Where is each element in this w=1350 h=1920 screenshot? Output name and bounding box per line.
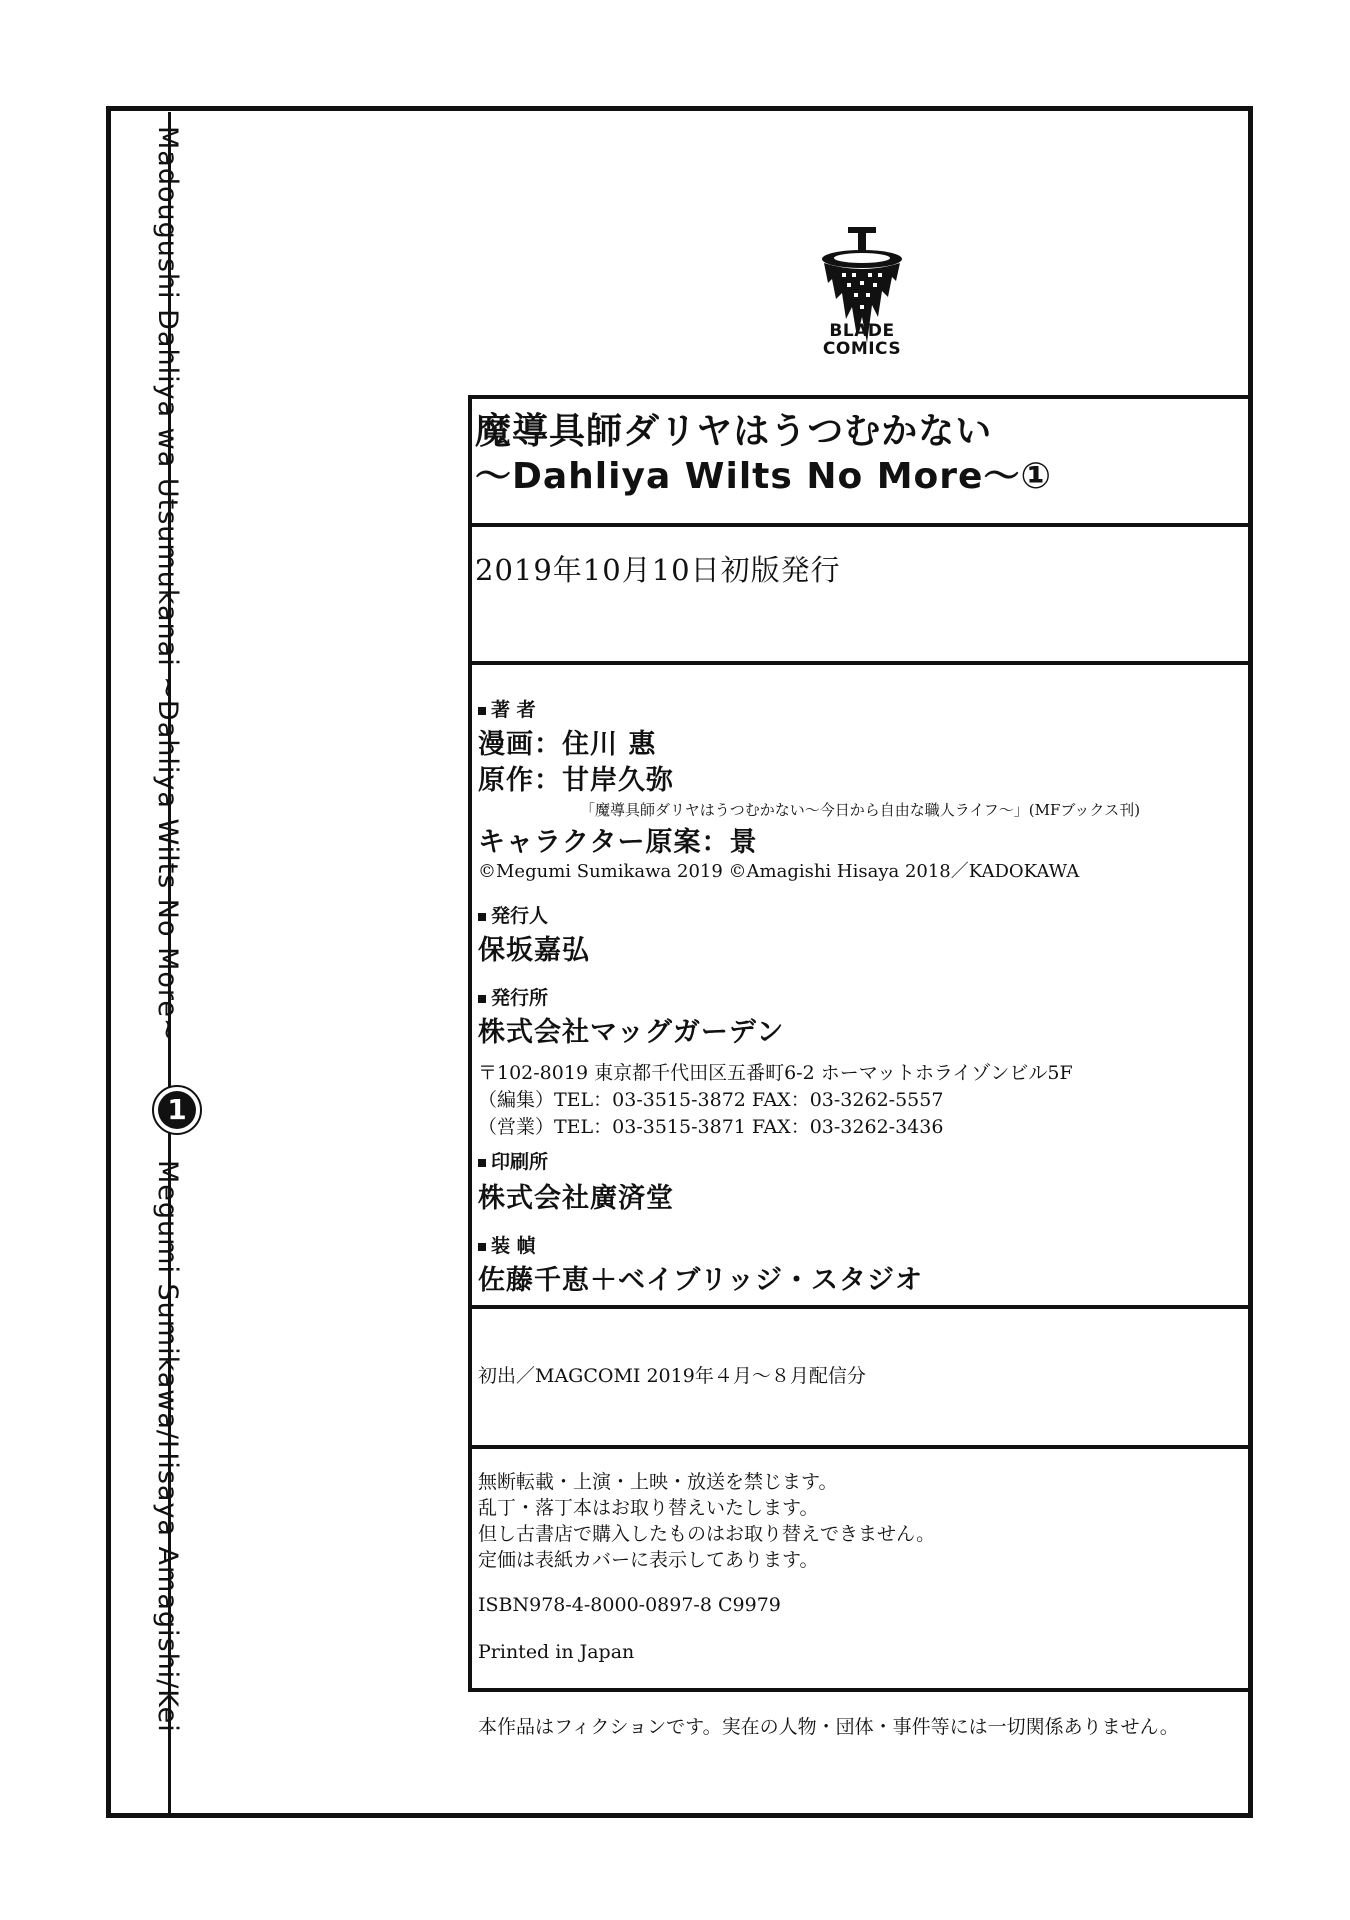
isbn: ISBN978-4-8000-0897-8 C9979 <box>478 1594 781 1616</box>
bullet-square-icon <box>478 1159 486 1167</box>
book-title-english: 〜Dahliya Wilts No More〜① <box>475 456 1052 497</box>
spine-title: Madougushi Dahliya wa Utsumukanai ~Dahliya Wilts No More~ <box>152 126 183 1042</box>
authors-heading: 著 者 <box>478 695 536 722</box>
logo-text-comics: COMICS <box>822 339 902 359</box>
designer-name: 佐藤千恵＋ベイブリッジ・スタジオ <box>478 1265 924 1296</box>
manga-artist: 漫画：住川 惠 <box>478 729 657 760</box>
sales-contact: （営業）TEL：03-3515-3871 FAX：03-3262-3436 <box>478 1116 944 1138</box>
editorial-contact: （編集）TEL：03-3515-3872 FAX：03-3262-5557 <box>478 1089 944 1111</box>
bullet-square-icon <box>478 913 486 921</box>
bullet-square-icon <box>478 1243 486 1251</box>
book-title-japanese: 魔導具師ダリヤはうつむかない <box>475 411 993 452</box>
fiction-disclaimer: 本作品はフィクションです。実在の人物・団体・事件等には一切関係ありません。 <box>478 1716 1179 1738</box>
volume-number: 1 <box>158 1091 196 1129</box>
notice-line: 乱丁・落丁本はお取り替えいたします。 <box>478 1497 819 1519</box>
printer-name: 株式会社廣済堂 <box>478 1183 674 1214</box>
volume-circle <box>152 1085 202 1135</box>
printed-in: Printed in Japan <box>478 1641 635 1663</box>
copyright-line: ©Megumi Sumikawa 2019 ©Amagishi Hisaya 2018／KADOKAWA <box>478 861 1080 882</box>
design-heading: 装 幀 <box>478 1231 536 1258</box>
notice-line: 無断転載・上演・上映・放送を禁じます。 <box>478 1471 838 1493</box>
printer-heading: 印刷所 <box>478 1147 548 1174</box>
notice-line: 定価は表紙カバーに表示してあります。 <box>478 1549 819 1571</box>
publisher-heading: 発行所 <box>478 983 548 1010</box>
publisher-address: 〒102-8019 東京都千代田区五番町6-2 ホーマットホライゾンビル5F <box>478 1062 1073 1084</box>
panel-left-border <box>468 395 472 1692</box>
original-author: 原作：甘岸久弥 <box>478 765 674 796</box>
section-divider <box>468 1445 1248 1449</box>
section-divider <box>468 1688 1248 1692</box>
publisher-name: 株式会社マッグガーデン <box>478 1017 785 1048</box>
section-divider <box>468 661 1248 665</box>
publisher-person-heading: 発行人 <box>478 901 548 928</box>
logo-text-blade: BLADE <box>829 321 895 341</box>
first-published: 初出／MAGCOMI 2019年４月〜８月配信分 <box>478 1365 866 1387</box>
section-divider <box>468 523 1248 527</box>
publication-date: 2019年10月10日初版発行 <box>475 553 841 587</box>
spine-volume-badge <box>152 1085 204 1137</box>
bullet-square-icon <box>478 995 486 1003</box>
publisher-person-name: 保坂嘉弘 <box>478 935 590 966</box>
bullet-square-icon <box>478 707 486 715</box>
section-divider <box>468 395 1248 399</box>
original-work-note: 「魔導具師ダリヤはうつむかない〜今日から自由な職人ライフ〜」(MFブックス刊) <box>580 801 1141 819</box>
section-divider <box>468 1305 1248 1309</box>
notice-line: 但し古書店で購入したものはお取り替えできません。 <box>478 1523 936 1545</box>
spine-authors: Megumi Sumikawa/Hisaya Amagishi/Kei <box>152 1160 183 1733</box>
character-designer: キャラクター原案：景 <box>478 827 758 858</box>
